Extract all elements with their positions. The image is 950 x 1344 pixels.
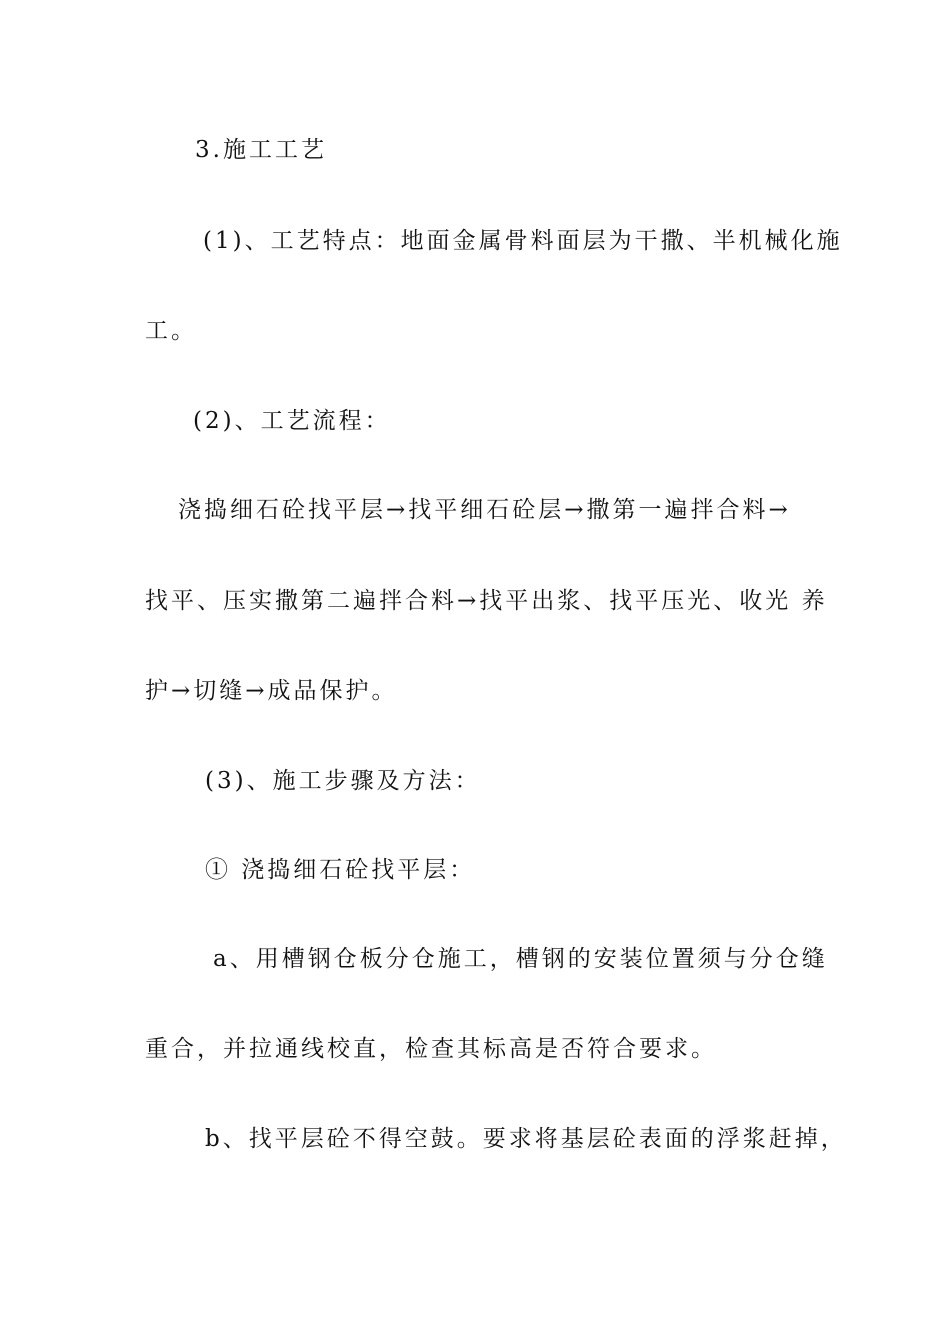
- section-heading: 3.施工工艺: [195, 137, 327, 163]
- paragraph-line: ① 浇捣细石砼找平层：: [205, 857, 476, 883]
- paragraph-line: 护→切缝→成品保护。: [145, 678, 398, 704]
- paragraph-line: 工。: [145, 318, 197, 344]
- paragraph-line: 浇捣细石砼找平层→找平细石砼层→撒第一遍拌合料→: [178, 497, 791, 523]
- paragraph-line: 重合，并拉通线校直，检查其标高是否符合要求。: [145, 1036, 717, 1062]
- paragraph-line: a、用槽钢仓板分仓施工，槽钢的安装位置须与分仓缝: [213, 946, 828, 972]
- paragraph-line: (2)、工艺流程：: [193, 408, 391, 434]
- paragraph-line: b、找平层砼不得空鼓。要求将基层砼表面的浮浆赶掉，: [205, 1126, 847, 1152]
- paragraph-line: (3)、施工步骤及方法：: [205, 768, 481, 794]
- paragraph-line: 找平、压实撒第二遍拌合料→找平出浆、找平压光、收光 养: [145, 588, 828, 614]
- paragraph-line: (1)、工艺特点：地面金属骨料面层为干撒、半机械化施: [203, 228, 843, 254]
